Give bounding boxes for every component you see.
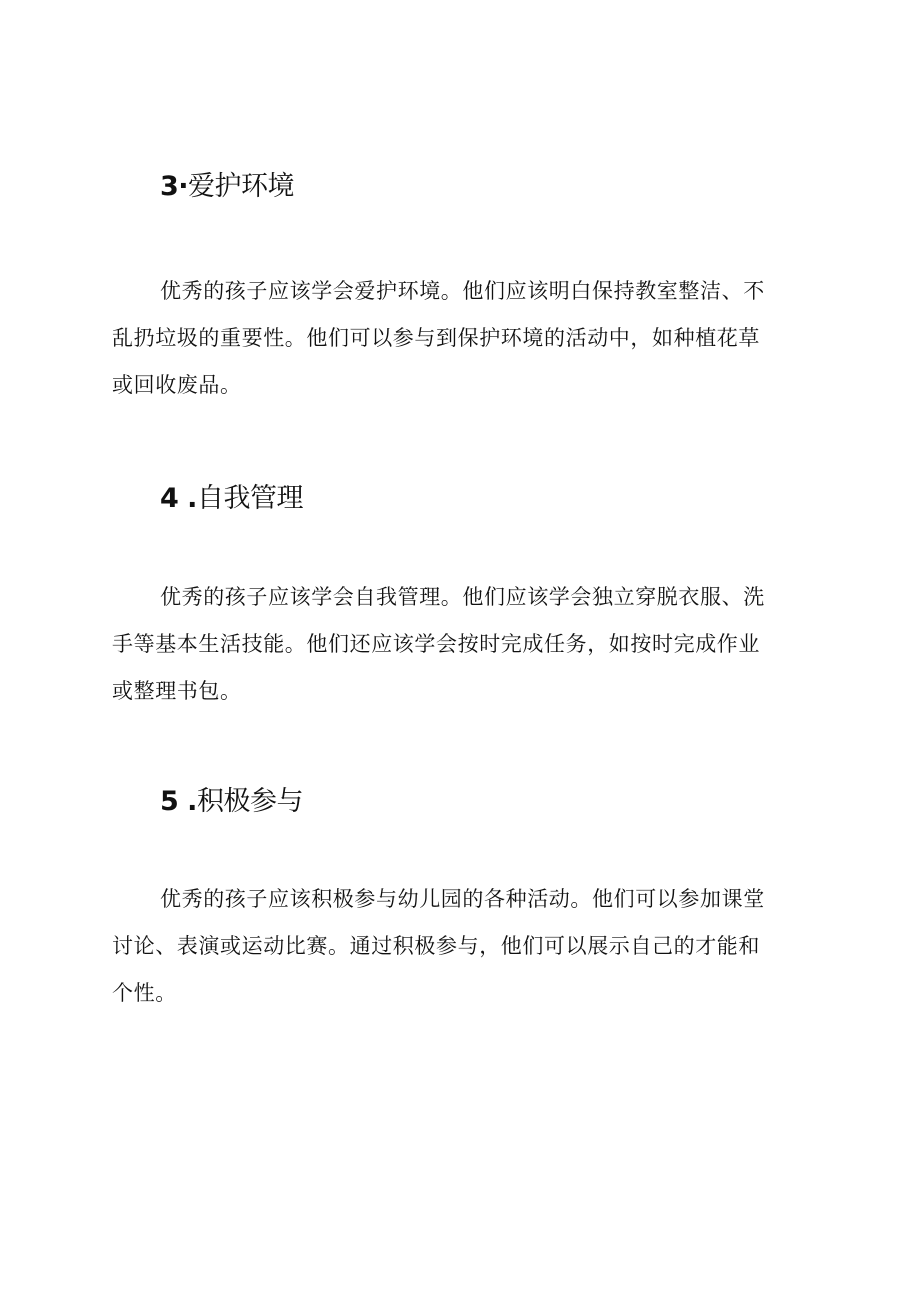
section-number: 4 . [160, 483, 197, 514]
paragraph-line: 讨论、表演或运动比赛。通过积极参与，他们可以展示自己的才能和 [112, 934, 760, 958]
paragraph-line: 或整理书包。 [112, 679, 242, 703]
paragraph-line: 个性。 [112, 981, 177, 1005]
section-paragraph [112, 876, 812, 1017]
paragraph-line: 优秀的孩子应该学会自我管理。他们应该学会独立穿脱衣服、洗 [160, 585, 765, 609]
section-number: 5 . [160, 786, 197, 817]
section-paragraph [112, 574, 812, 715]
section-number: 3· [160, 171, 189, 202]
paragraph-line: 乱扔垃圾的重要性。他们可以参与到保护环境的活动中，如种植花草 [112, 326, 760, 350]
section-heading [160, 785, 303, 819]
paragraph-line: 或回收废品。 [112, 373, 242, 397]
section-title: 积极参与 [196, 786, 303, 817]
section-heading [160, 170, 294, 204]
section-title: 自我管理 [196, 483, 303, 514]
section-heading [160, 482, 303, 516]
paragraph-line: 优秀的孩子应该学会爱护环境。他们应该明白保持教室整洁、不 [160, 279, 765, 303]
section-paragraph [112, 268, 812, 409]
paragraph-line: 手等基本生活技能。他们还应该学会按时完成任务，如按时完成作业 [112, 632, 760, 656]
paragraph-line: 优秀的孩子应该积极参与幼儿园的各种活动。他们可以参加课堂 [160, 887, 765, 911]
section-title: 爱护环境 [188, 171, 295, 202]
